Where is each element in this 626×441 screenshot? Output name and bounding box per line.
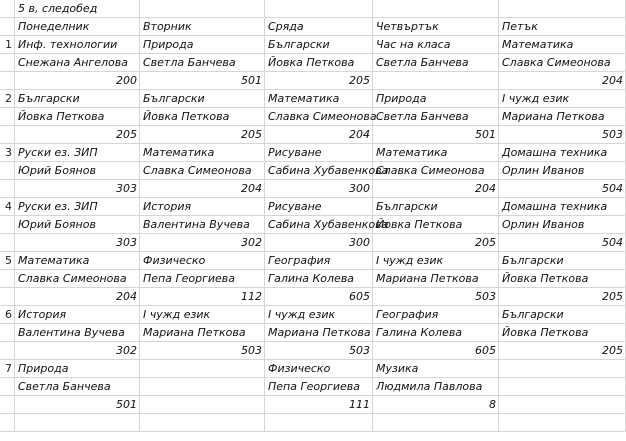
teacher-cell[interactable]: Мариана Петкова <box>140 324 265 342</box>
teacher-cell[interactable] <box>499 378 626 396</box>
room-cell[interactable]: 501 <box>15 396 140 414</box>
room-cell[interactable]: 303 <box>15 234 140 252</box>
subject-cell[interactable]: История <box>15 306 140 324</box>
teacher-cell[interactable]: Галина Колева <box>265 270 373 288</box>
subject-cell[interactable]: I чужд език <box>140 306 265 324</box>
room-cell[interactable]: 504 <box>499 234 626 252</box>
subject-cell[interactable]: Български <box>499 306 626 324</box>
teacher-cell[interactable]: Славка Симеонова <box>265 108 373 126</box>
room-cell[interactable]: 200 <box>15 72 140 90</box>
teacher-cell[interactable]: Мариана Петкова <box>265 324 373 342</box>
row-header-cell[interactable] <box>0 0 15 18</box>
subject-cell[interactable]: Български <box>373 198 499 216</box>
teacher-cell[interactable]: Мариана Петкова <box>499 108 626 126</box>
subject-cell[interactable]: История <box>140 198 265 216</box>
subject-cell[interactable]: Рисуване <box>265 144 373 162</box>
row-header-cell[interactable] <box>0 342 15 360</box>
teacher-cell[interactable]: Йовка Петкова <box>140 108 265 126</box>
teacher-cell[interactable]: Светла Банчева <box>373 54 499 72</box>
subject-cell[interactable]: Математика <box>15 252 140 270</box>
teacher-cell[interactable]: Юрий Боянов <box>15 162 140 180</box>
subject-cell[interactable]: Български <box>140 90 265 108</box>
period-number-cell[interactable]: 1 <box>0 36 15 54</box>
row-header-cell[interactable] <box>0 108 15 126</box>
empty-cell[interactable] <box>140 0 265 18</box>
room-cell[interactable]: 503 <box>265 342 373 360</box>
room-cell[interactable]: 205 <box>373 234 499 252</box>
row-header-cell[interactable] <box>0 216 15 234</box>
period-number-cell[interactable]: 2 <box>0 90 15 108</box>
row-header-cell[interactable] <box>0 18 15 36</box>
day-header-cell[interactable]: Понеделник <box>15 18 140 36</box>
teacher-cell[interactable]: Славка Симеонова <box>373 162 499 180</box>
row-header-cell[interactable] <box>0 414 15 432</box>
room-cell[interactable]: 204 <box>15 288 140 306</box>
subject-cell[interactable]: Руски ез. ЗИП <box>15 198 140 216</box>
room-cell[interactable]: 503 <box>373 288 499 306</box>
room-cell[interactable]: 204 <box>265 126 373 144</box>
subject-cell[interactable]: Час на класа <box>373 36 499 54</box>
room-cell[interactable]: 111 <box>265 396 373 414</box>
room-cell[interactable] <box>140 396 265 414</box>
room-cell[interactable]: 303 <box>15 180 140 198</box>
teacher-cell[interactable]: Валентина Вучева <box>15 324 140 342</box>
row-header-cell[interactable] <box>0 270 15 288</box>
subject-cell[interactable]: География <box>265 252 373 270</box>
teacher-cell[interactable]: Орлин Иванов <box>499 162 626 180</box>
period-number-cell[interactable]: 3 <box>0 144 15 162</box>
room-cell[interactable]: 204 <box>499 72 626 90</box>
row-header-cell[interactable] <box>0 180 15 198</box>
teacher-cell[interactable]: Сабина Хубавенкова <box>265 216 373 234</box>
subject-cell[interactable]: Природа <box>373 90 499 108</box>
teacher-cell[interactable]: Юрий Боянов <box>15 216 140 234</box>
room-cell[interactable]: 205 <box>499 288 626 306</box>
empty-cell[interactable] <box>15 414 140 432</box>
room-cell[interactable]: 501 <box>373 126 499 144</box>
subject-cell[interactable]: Физическо <box>140 252 265 270</box>
teacher-cell[interactable]: Валентина Вучева <box>140 216 265 234</box>
subject-cell[interactable]: Математика <box>265 90 373 108</box>
row-header-cell[interactable] <box>0 324 15 342</box>
row-header-cell[interactable] <box>0 72 15 90</box>
subject-cell[interactable]: Български <box>265 36 373 54</box>
period-number-cell[interactable]: 6 <box>0 306 15 324</box>
teacher-cell[interactable]: Йовка Петкова <box>15 108 140 126</box>
teacher-cell[interactable]: Светла Банчева <box>373 108 499 126</box>
room-cell[interactable]: 605 <box>373 342 499 360</box>
teacher-cell[interactable]: Орлин Иванов <box>499 216 626 234</box>
subject-cell[interactable]: I чужд език <box>373 252 499 270</box>
room-cell[interactable]: 204 <box>373 180 499 198</box>
teacher-cell[interactable]: Светла Банчева <box>140 54 265 72</box>
row-header-cell[interactable] <box>0 396 15 414</box>
teacher-cell[interactable]: Славка Симеонова <box>499 54 626 72</box>
class-title-cell[interactable]: 5 в, следобед <box>15 0 140 18</box>
subject-cell[interactable]: География <box>373 306 499 324</box>
empty-cell[interactable] <box>499 0 626 18</box>
teacher-cell[interactable]: Йовка Петкова <box>499 324 626 342</box>
subject-cell[interactable]: Природа <box>15 360 140 378</box>
subject-cell[interactable]: Природа <box>140 36 265 54</box>
teacher-cell[interactable]: Йовка Петкова <box>499 270 626 288</box>
room-cell[interactable]: 300 <box>265 234 373 252</box>
subject-cell[interactable]: Домашна техника <box>499 198 626 216</box>
empty-cell[interactable] <box>373 414 499 432</box>
subject-cell[interactable] <box>140 360 265 378</box>
subject-cell[interactable]: Математика <box>373 144 499 162</box>
subject-cell[interactable]: Български <box>15 90 140 108</box>
row-header-cell[interactable] <box>0 126 15 144</box>
room-cell[interactable]: 300 <box>265 180 373 198</box>
subject-cell[interactable]: Физическо <box>265 360 373 378</box>
subject-cell[interactable]: Математика <box>499 36 626 54</box>
room-cell[interactable]: 605 <box>265 288 373 306</box>
teacher-cell[interactable]: Снежана Ангелова <box>15 54 140 72</box>
room-cell[interactable]: 205 <box>265 72 373 90</box>
room-cell[interactable]: 204 <box>140 180 265 198</box>
room-cell[interactable]: 302 <box>140 234 265 252</box>
teacher-cell[interactable]: Светла Банчева <box>15 378 140 396</box>
subject-cell[interactable]: Музика <box>373 360 499 378</box>
empty-cell[interactable] <box>265 414 373 432</box>
room-cell[interactable]: 501 <box>140 72 265 90</box>
teacher-cell[interactable]: Йовка Петкова <box>265 54 373 72</box>
teacher-cell[interactable] <box>140 378 265 396</box>
subject-cell[interactable]: Рисуване <box>265 198 373 216</box>
period-number-cell[interactable]: 5 <box>0 252 15 270</box>
teacher-cell[interactable]: Мариана Петкова <box>373 270 499 288</box>
period-number-cell[interactable]: 4 <box>0 198 15 216</box>
room-cell[interactable]: 205 <box>140 126 265 144</box>
day-header-cell[interactable]: Четвъртък <box>373 18 499 36</box>
row-header-cell[interactable] <box>0 288 15 306</box>
teacher-cell[interactable]: Пепа Георгиева <box>265 378 373 396</box>
period-number-cell[interactable]: 7 <box>0 360 15 378</box>
row-header-cell[interactable] <box>0 54 15 72</box>
day-header-cell[interactable]: Вторник <box>140 18 265 36</box>
room-cell[interactable]: 504 <box>499 180 626 198</box>
row-header-cell[interactable] <box>0 234 15 252</box>
subject-cell[interactable]: Математика <box>140 144 265 162</box>
empty-cell[interactable] <box>373 0 499 18</box>
row-header-cell[interactable] <box>0 162 15 180</box>
empty-cell[interactable] <box>265 0 373 18</box>
room-cell[interactable]: 503 <box>140 342 265 360</box>
room-cell[interactable]: 302 <box>15 342 140 360</box>
empty-cell[interactable] <box>499 414 626 432</box>
teacher-cell[interactable]: Йовка Петкова <box>373 216 499 234</box>
room-cell[interactable]: 205 <box>499 342 626 360</box>
day-header-cell[interactable]: Петък <box>499 18 626 36</box>
teacher-cell[interactable]: Славка Симеонова <box>140 162 265 180</box>
room-cell[interactable] <box>499 396 626 414</box>
teacher-cell[interactable]: Галина Колева <box>373 324 499 342</box>
subject-cell[interactable]: I чужд език <box>265 306 373 324</box>
row-header-cell[interactable] <box>0 378 15 396</box>
teacher-cell[interactable]: Сабина Хубавенкова <box>265 162 373 180</box>
room-cell[interactable]: 8 <box>373 396 499 414</box>
empty-cell[interactable] <box>140 414 265 432</box>
subject-cell[interactable] <box>499 360 626 378</box>
day-header-cell[interactable]: Сряда <box>265 18 373 36</box>
subject-cell[interactable]: Български <box>499 252 626 270</box>
teacher-cell[interactable]: Славка Симеонова <box>15 270 140 288</box>
room-cell[interactable]: 112 <box>140 288 265 306</box>
subject-cell[interactable]: I чужд език <box>499 90 626 108</box>
subject-cell[interactable]: Руски ез. ЗИП <box>15 144 140 162</box>
subject-cell[interactable]: Домашна техника <box>499 144 626 162</box>
teacher-cell[interactable]: Пепа Георгиева <box>140 270 265 288</box>
subject-cell[interactable]: Инф. технологии <box>15 36 140 54</box>
room-cell[interactable] <box>373 72 499 90</box>
room-cell[interactable]: 205 <box>15 126 140 144</box>
teacher-cell[interactable]: Людмила Павлова <box>373 378 499 396</box>
room-cell[interactable]: 503 <box>499 126 626 144</box>
